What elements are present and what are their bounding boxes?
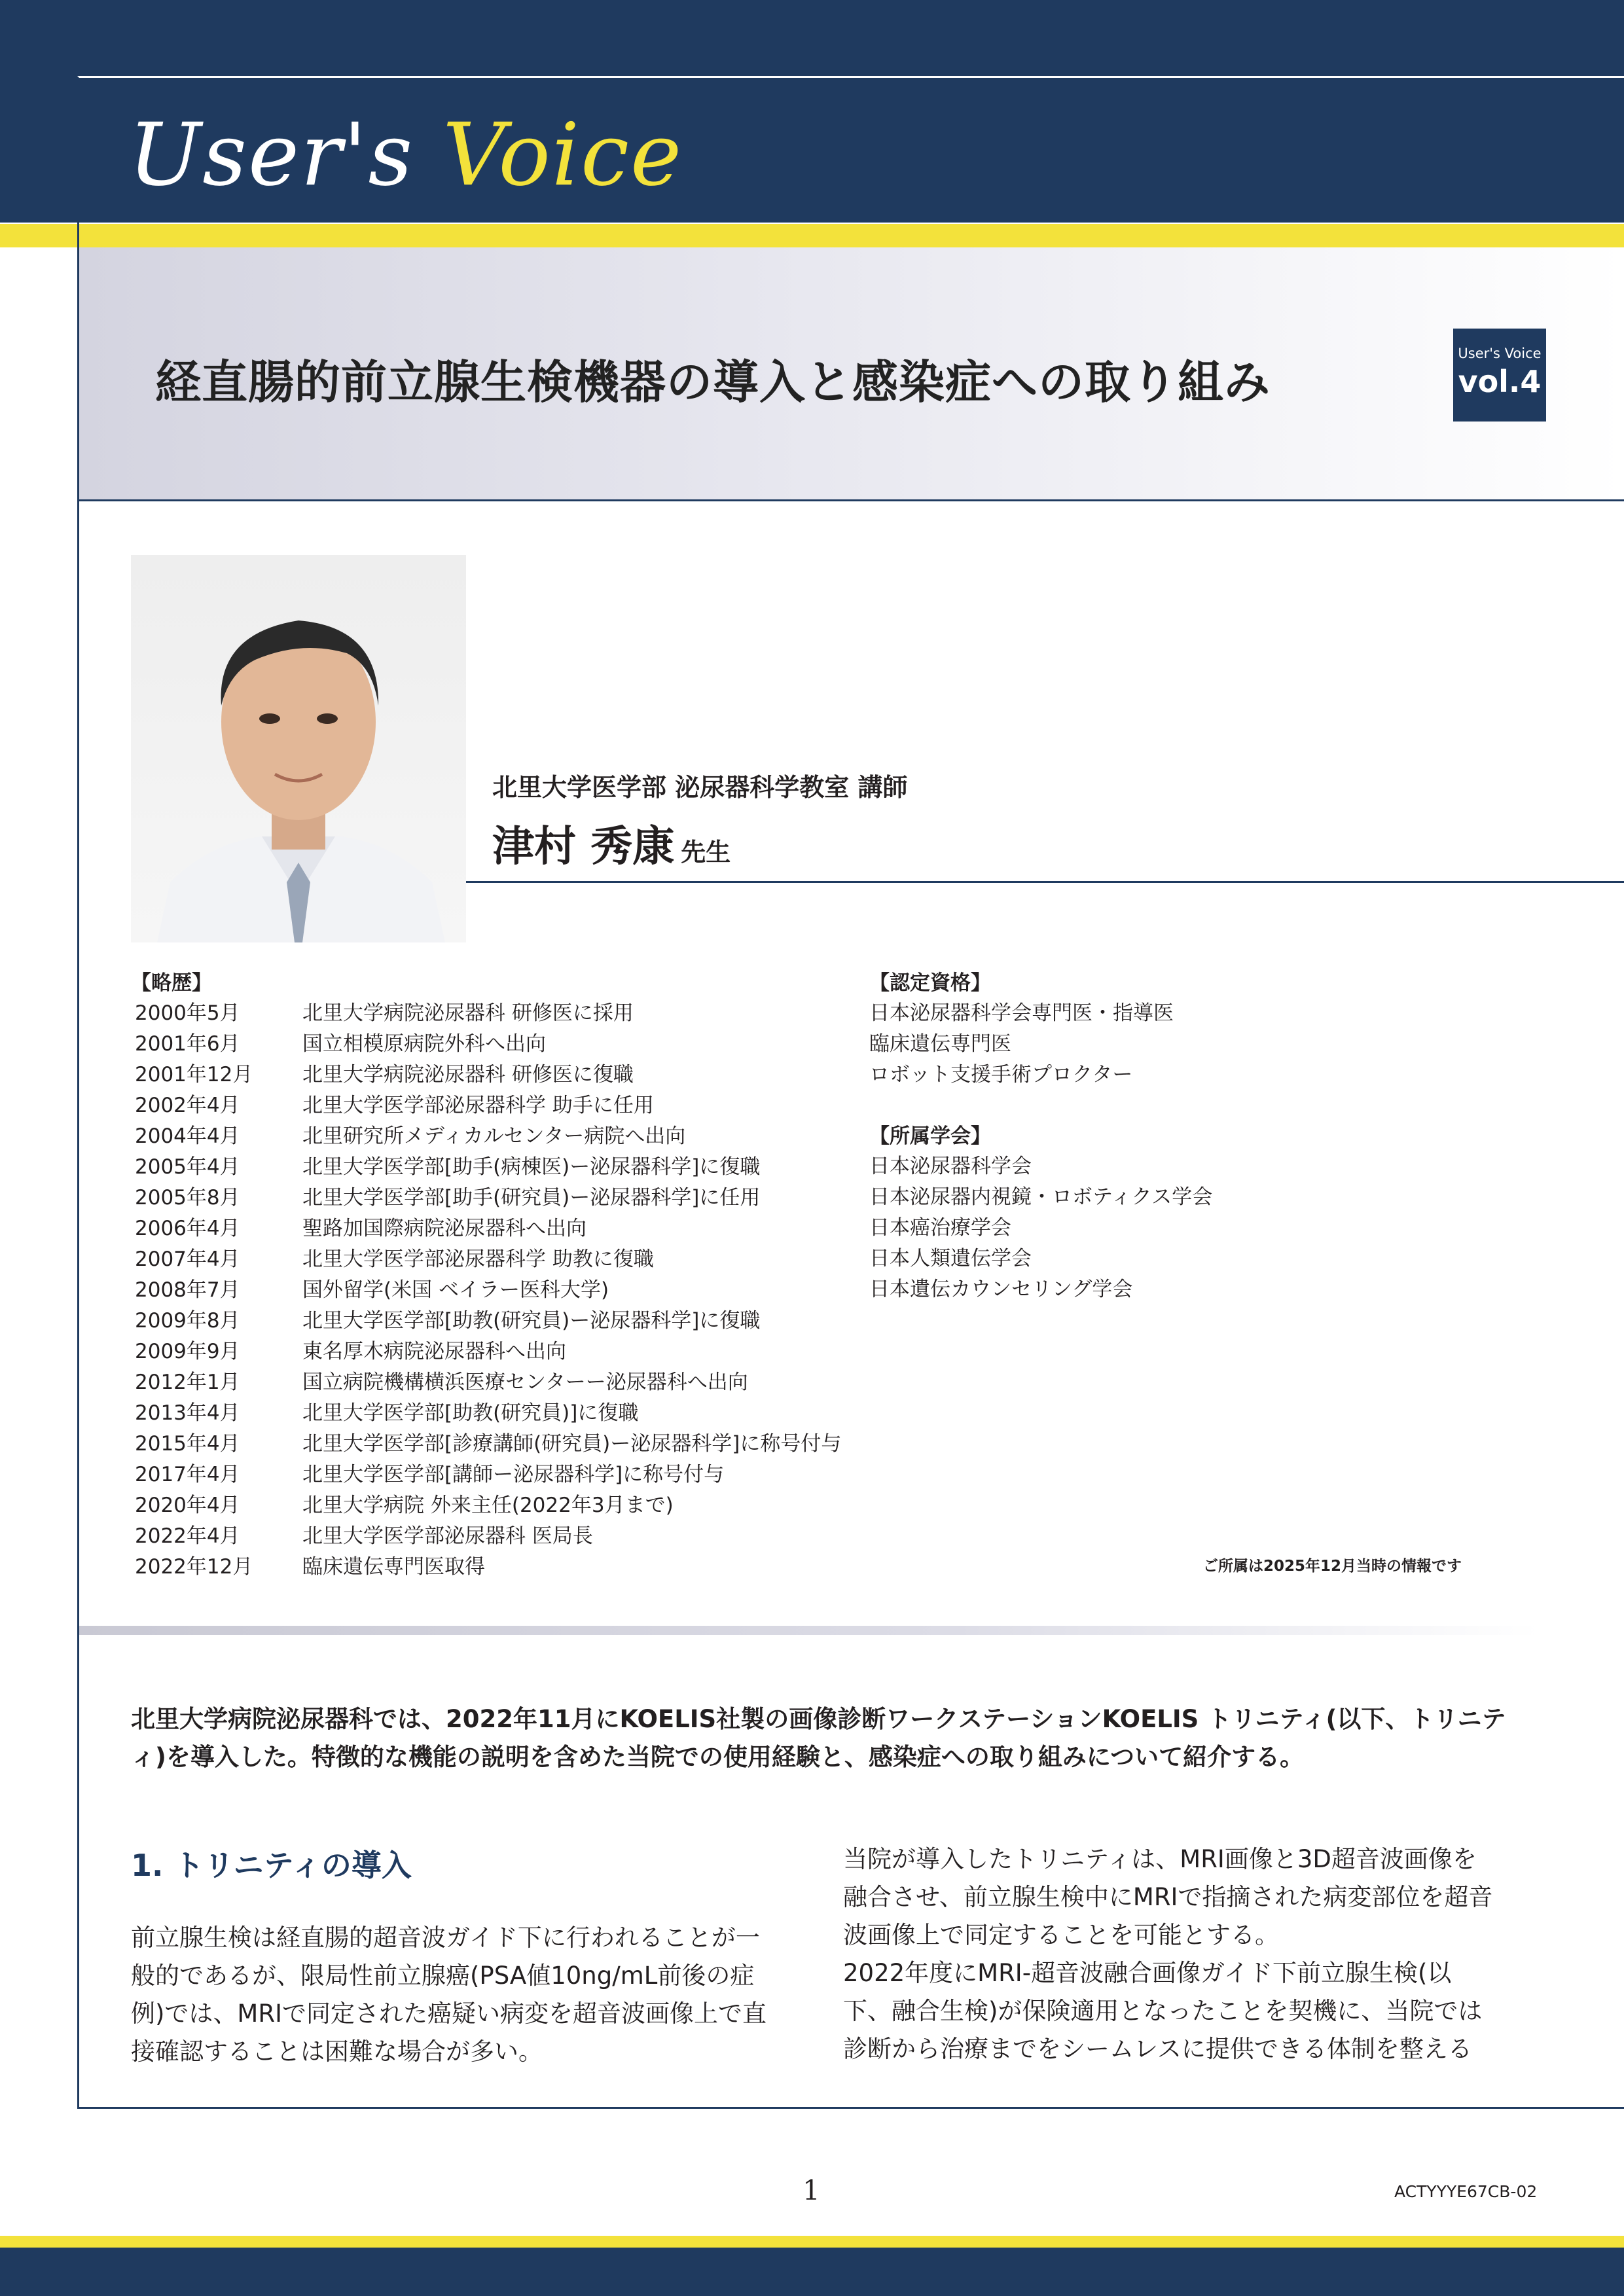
society-item: 日本人類遺伝学会 xyxy=(869,1247,1032,1270)
doctor-name-line xyxy=(492,813,731,873)
career-row xyxy=(135,1058,881,1088)
career-date: 2013年4月 xyxy=(135,1401,240,1425)
career-date: 2022年12月 xyxy=(135,1555,253,1579)
societies-heading: 【所属学会】 xyxy=(869,1124,991,1148)
career-row xyxy=(135,1119,881,1150)
career-text: 国外留学(米国 ベイラー医科大学) xyxy=(302,1278,609,1302)
career-date: 2001年12月 xyxy=(135,1063,253,1086)
career-text: 国立病院機構横浜医療センターー泌尿器科へ出向 xyxy=(302,1371,748,1394)
society-item: 日本泌尿器科学会 xyxy=(869,1155,1032,1178)
career-row xyxy=(135,1458,881,1488)
career-row xyxy=(135,1550,881,1581)
section1-right-paragraph-1: 当院が導入したトリニティは、MRI画像と3D超音波画像を融合させ、前立腺生検中にMRIで指摘された病変部位を超音波画像上で同定することを可能とする。 xyxy=(843,1845,1493,1949)
career-row xyxy=(135,1335,881,1365)
brand-logo-part2: Voice xyxy=(442,105,683,206)
certification-item: 日本泌尿器科学会専門医・指導医 xyxy=(869,1001,1174,1025)
career-date: 2015年4月 xyxy=(135,1432,240,1456)
doctor-honorific: 先生 xyxy=(681,838,731,867)
society-item: 日本癌治療学会 xyxy=(869,1216,1011,1240)
career-text: 臨床遺伝専門医取得 xyxy=(302,1555,485,1579)
career-list xyxy=(135,996,881,1581)
career-row xyxy=(135,1365,881,1396)
career-date: 2009年8月 xyxy=(135,1309,240,1333)
section-divider xyxy=(79,1626,1539,1635)
certification-item: 臨床遺伝専門医 xyxy=(869,1032,1011,1056)
section1-right-paragraph-2: 2022年度にMRI-超音波融合画像ガイド下前立腺生検(以下、融合生検)が保険適用となったことを契機に、当院では診断から治療までをシームレスに提供できる体制を整える xyxy=(843,1959,1483,2063)
career-date: 2012年1月 xyxy=(135,1371,240,1394)
career-text: 聖路加国際病院泌尿器科へ出向 xyxy=(302,1217,586,1240)
page-title: 経直腸的前立腺生検機器の導入と感染症への取り組み xyxy=(155,355,1271,409)
volume-badge xyxy=(1453,329,1546,422)
certification-item: ロボット支援手術プロクター xyxy=(869,1063,1133,1086)
career-date: 2005年4月 xyxy=(135,1155,240,1179)
career-text: 北里大学医学部[助教(研究員)]に復職 xyxy=(302,1401,639,1425)
career-row xyxy=(135,1242,881,1273)
certifications-list xyxy=(869,996,1174,1088)
section1-left-column xyxy=(131,1919,772,2071)
certifications-heading: 【認定資格】 xyxy=(869,971,991,995)
society-item: 日本遺伝カウンセリング学会 xyxy=(869,1278,1133,1301)
page-number: 1 xyxy=(803,2174,820,2206)
career-text: 北里大学医学部[助手(病棟医)ー泌尿器科学]に復職 xyxy=(302,1155,761,1179)
career-text: 北里大学医学部[診療講師(研究員)ー泌尿器科学]に称号付与 xyxy=(302,1432,842,1456)
career-row xyxy=(135,996,881,1027)
brand-logo xyxy=(128,105,683,206)
volume-badge-series: User's Voice xyxy=(1458,346,1542,361)
career-row xyxy=(135,1211,881,1242)
career-date: 2005年8月 xyxy=(135,1186,240,1210)
career-row xyxy=(135,1396,881,1427)
career-text: 北里大学医学部泌尿器科学 助教に復職 xyxy=(302,1247,654,1271)
career-date: 2020年4月 xyxy=(135,1494,240,1517)
doctor-affiliation: 北里大学医学部 泌尿器科学教室 講師 xyxy=(492,773,908,802)
career-row xyxy=(135,1027,881,1058)
career-date: 2009年9月 xyxy=(135,1340,240,1363)
affiliation-note: ご所属は2025年12月当時の情報です xyxy=(1203,1558,1462,1575)
career-row xyxy=(135,1273,881,1304)
career-date: 2000年5月 xyxy=(135,1001,240,1025)
career-row xyxy=(135,1304,881,1335)
name-underline xyxy=(466,881,1624,883)
career-date: 2022年4月 xyxy=(135,1524,240,1548)
doctor-name: 津村 秀康 xyxy=(492,823,675,871)
career-text: 国立相模原病院外科へ出向 xyxy=(302,1032,546,1056)
doctor-portrait xyxy=(131,555,466,942)
career-row xyxy=(135,1519,881,1550)
career-text: 東名厚木病院泌尿器科へ出向 xyxy=(302,1340,566,1363)
career-date: 2002年4月 xyxy=(135,1094,240,1117)
career-date: 2008年7月 xyxy=(135,1278,240,1302)
section1-right-column xyxy=(843,1840,1498,2068)
career-row xyxy=(135,1488,881,1519)
career-text: 北里大学病院泌尿器科 研修医に採用 xyxy=(302,1001,634,1025)
career-row xyxy=(135,1427,881,1458)
document-code: ACTYYYE67CB-02 xyxy=(1394,2182,1538,2201)
career-heading: 【略歴】 xyxy=(131,971,212,995)
career-date: 2004年4月 xyxy=(135,1124,240,1148)
career-row xyxy=(135,1181,881,1211)
career-text: 北里大学医学部[講師ー泌尿器科学]に称号付与 xyxy=(302,1463,725,1486)
section1-heading: 1. トリニティの導入 xyxy=(131,1848,412,1883)
society-item: 日本泌尿器内視鏡・ロボティクス学会 xyxy=(869,1185,1213,1209)
career-text: 北里大学医学部泌尿器科学 助手に任用 xyxy=(302,1094,654,1117)
societies-list xyxy=(869,1149,1212,1303)
career-date: 2006年4月 xyxy=(135,1217,240,1240)
career-date: 2007年4月 xyxy=(135,1247,240,1271)
footer-yellow-stripe xyxy=(0,2236,1624,2248)
career-text: 北里大学病院 外来主任(2022年3月まで) xyxy=(302,1494,674,1517)
content-bottom-rule xyxy=(77,2107,1624,2109)
brand-logo-part1: User's xyxy=(128,105,443,206)
career-text: 北里大学医学部[助教(研究員)ー泌尿器科学]に復職 xyxy=(302,1309,761,1333)
career-text: 北里大学病院泌尿器科 研修医に復職 xyxy=(302,1063,634,1086)
career-date: 2001年6月 xyxy=(135,1032,240,1056)
career-row xyxy=(135,1150,881,1181)
career-text: 北里大学医学部[助手(研究員)ー泌尿器科学]に任用 xyxy=(302,1186,761,1210)
career-text: 北里大学医学部泌尿器科 医局長 xyxy=(302,1524,593,1548)
career-text: 北里研究所メディカルセンター病院へ出向 xyxy=(302,1124,686,1148)
volume-badge-number: vol.4 xyxy=(1458,364,1542,399)
intro-paragraph: 北里大学病院泌尿器科では、2022年11月にKOELIS社製の画像診断ワークステーションKOELIS トリニティ(以下、トリニティ)を導入した。特徴的な機能の説明を含めた当院での使用経験と、感染症への取り組みについて紹介する。 xyxy=(131,1705,1506,1771)
career-row xyxy=(135,1088,881,1119)
career-date: 2017年4月 xyxy=(135,1463,240,1486)
footer-band xyxy=(0,2248,1624,2296)
section1-left-paragraph: 前立腺生検は経直腸的超音波ガイド下に行われることが一般的であるが、限局性前立腺癌(PSA値10ng/mL前後の症例)では、MRIで同定された癌疑い病変を超音波画像上で直接確認することは困難な場合が多い。 xyxy=(131,1924,767,2066)
